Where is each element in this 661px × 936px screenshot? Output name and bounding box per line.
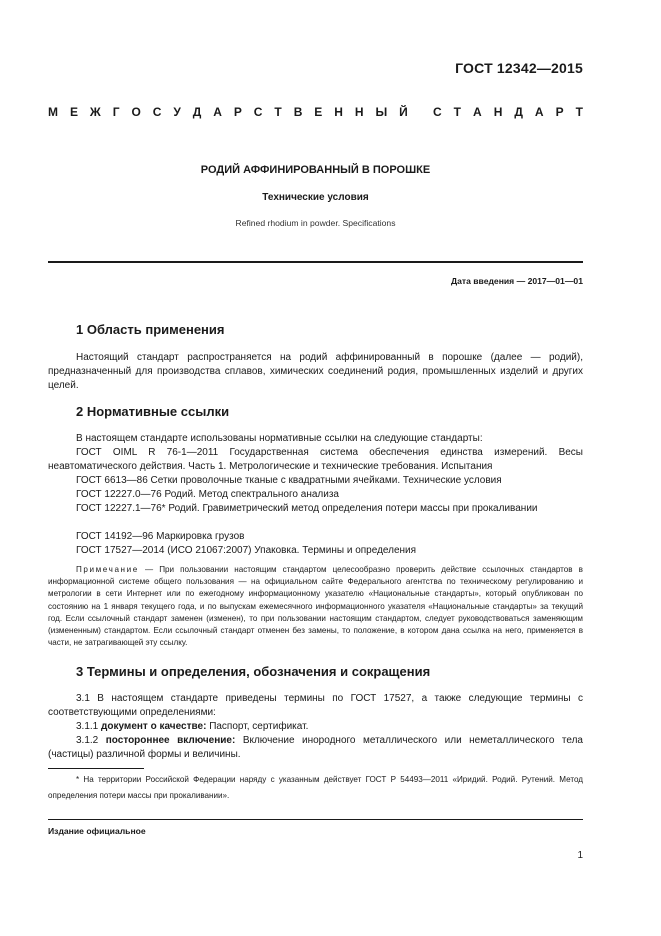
section-1-text: Настоящий стандарт распространяется на родий аффинированный в порошке (далее — родий), предназначенный для производства сплавов, химических соединений родия, промышленных изделий и других целей. [48, 352, 583, 391]
banner-letter: Т [575, 105, 583, 119]
banner-word-interstate [48, 105, 408, 119]
banner-letter: Ж [89, 105, 101, 119]
document-title: РОДИЙ АФФИНИРОВАННЫЙ В ПОРОШКЕ [200, 164, 431, 176]
banner-letter: А [473, 105, 482, 119]
section-2-note: Примечание — При пользовании настоящим стандартом целесообразно проверить действие ссылочных стандартов в информационной системе общего пользования — на официальном сайте Федерального агентства по техническому регулированию и метрологии в сети Интернет или по ежегодному информационному указателю «Национальные стандарты», который опубликован по состоянию на 1 января текущего года, и по выпускам ежемесячного информационного указателя «Национальные стандарты» за текущий год. Если ссылочный стандарт заменен (изменен), то при пользовании настоящим стандартом, следует руководствоваться заменяющим (измененным) стандартом. Если ссылочный стандарт отменен без замены, то положение, в котором дана ссылка на него, применяется в части, не затрагивающей эту ссылку. [48, 565, 583, 648]
section-1-heading: 1 Область применения [76, 322, 225, 337]
section-2-heading: 2 Нормативные ссылки [76, 404, 230, 419]
interstate-standard-banner [48, 105, 583, 119]
banner-letter: Н [354, 105, 364, 119]
footnote-divider [48, 768, 144, 769]
banner-letter: Т [453, 105, 462, 119]
banner-word-standard [433, 105, 583, 119]
banner-letter: С [152, 105, 162, 119]
banner-letter: Н [493, 105, 503, 119]
english-title: Refined rhodium in powder. Specifications [235, 218, 396, 228]
banner-letter: М [48, 105, 58, 119]
edition-divider [48, 819, 583, 820]
reference-item: ГОСТ 12227.1—76* Родий. Гравиметрический метод определения потери массы при прокаливании [76, 503, 538, 514]
reference-item: ГОСТ 14192—96 Маркировка грузов [76, 531, 245, 542]
banner-letter: А [534, 105, 544, 119]
banner-letter: У [173, 105, 181, 119]
banner-letter: Н [334, 105, 343, 119]
section-2-intro: В настоящем стандарте использованы нормативные ссылки на следующие стандарты: [76, 433, 483, 444]
document-subtitle: Технические условия [262, 192, 369, 203]
banner-letter: А [213, 105, 222, 119]
reference-item: ГОСТ 17527—2014 (ИСО 21067:2007) Упаковка. Термины и определения [76, 545, 417, 556]
banner-letter: Е [314, 105, 323, 119]
footnote: * На территории Российской Федерации наряду с указанным действует ГОСТ Р 54493—2011 «Иридий. Родий. Рутений. Метод определения потери массы при прокаливании». [48, 775, 583, 800]
banner-letter: Р [555, 105, 564, 119]
term-definition: 3.1.2 постороннее включение: Включение инородного металлического или неметаллического тела (частицы) различной формы и величины. [48, 735, 583, 760]
note-label: Примечание [76, 565, 139, 574]
banner-letter: Д [192, 105, 202, 119]
banner-letter: Т [274, 105, 282, 119]
document-number: ГОСТ 12342—2015 [455, 60, 583, 76]
introduction-date: Дата введения — 2017—01—01 [450, 276, 583, 286]
term-definition: 3.1.1 документ о качестве: Паспорт, сертификат. [76, 721, 309, 732]
banner-letter: С [433, 105, 442, 119]
banner-letter: О [131, 105, 141, 119]
page-number: 1 [577, 850, 583, 861]
section-3-heading: 3 Термины и определения, обозначения и сокращения [76, 664, 431, 679]
banner-letter: Ы [375, 105, 388, 119]
banner-letter: Р [233, 105, 242, 119]
reference-item: ГОСТ 6613—86 Сетки проволочные тканые с квадратными ячейками. Технические условия [76, 475, 502, 486]
banner-letter: Е [69, 105, 78, 119]
banner-letter: В [293, 105, 303, 119]
title-divider [48, 261, 583, 263]
banner-letter: С [253, 105, 263, 119]
banner-letter: Д [514, 105, 523, 119]
reference-item: ГОСТ 12227.0—76 Родий. Метод спектрального анализа [76, 489, 339, 500]
banner-letter: Й [399, 105, 408, 119]
reference-item: ГОСТ OIML R 76-1—2011 Государственная система обеспечения единства измерений. Весы неавтоматического действия. Часть 1. Метрологические и технические требования. Испытания [48, 447, 583, 472]
official-edition-label: Издание официальное [48, 826, 146, 836]
section-3-paragraph: 3.1 В настоящем стандарте приведены термины по ГОСТ 17527, а также следующие термины с соответствующими определениями: [48, 693, 583, 718]
banner-letter: Г [112, 105, 120, 119]
